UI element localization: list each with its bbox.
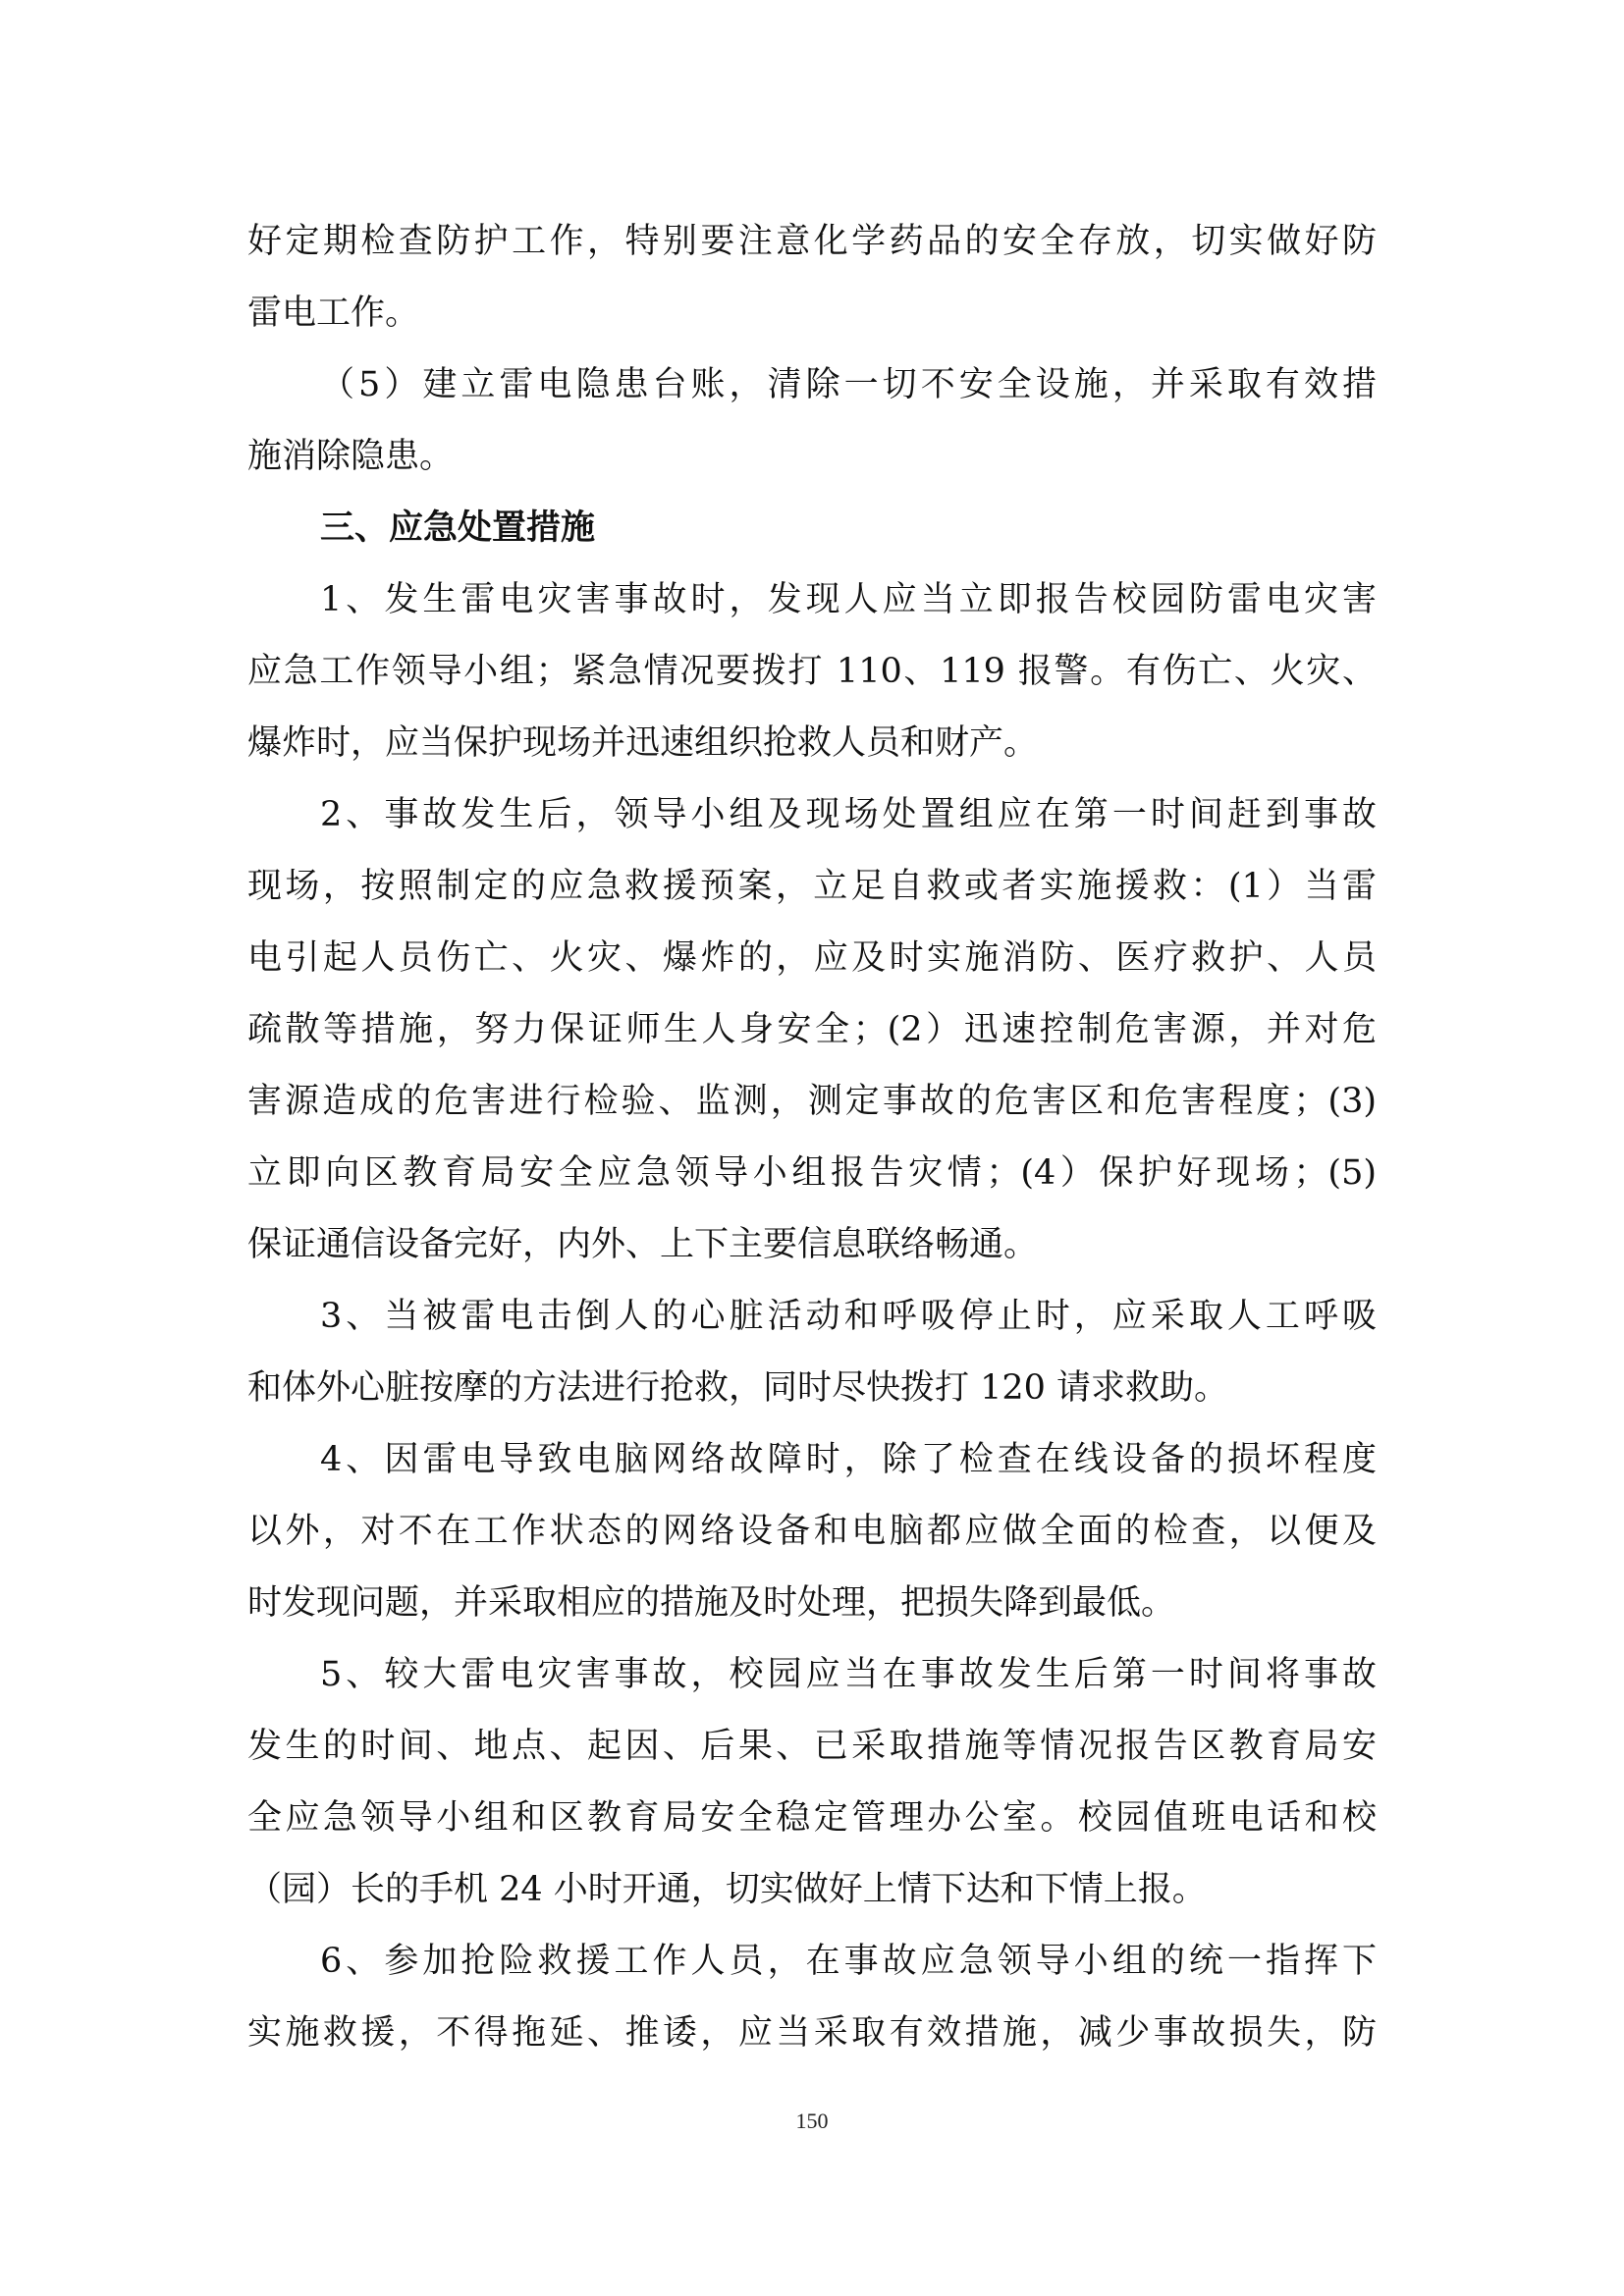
text-line: 6、参加抢险救援工作人员，在事故应急领导小组的统一指挥下: [320, 1942, 1377, 1981]
text-line: 疏散等措施，努力保证师生人身安全；(2）迅速控制危害源，并对危: [247, 1010, 1377, 1049]
text-line: 应急工作领导小组；紧急情况要拨打 110、119 报警。有伤亡、火灾、: [247, 652, 1377, 691]
text-line: 时发现问题，并采取相应的措施及时处理，把损失降到最低。: [247, 1583, 1176, 1623]
text-line: 2、事故发生后，领导小组及现场处置组应在第一时间赶到事故: [320, 795, 1377, 834]
text-line: 电引起人员伤亡、火灾、爆炸的，应及时实施消防、医疗救护、人员: [247, 938, 1377, 978]
document-body: [247, 206, 1377, 2069]
text-line: 发生的时间、地点、起因、后果、已采取措施等情况报告区教育局安: [247, 1727, 1377, 1766]
text-line: 5、较大雷电灾害事故，校园应当在事故发生后第一时间将事故: [320, 1655, 1377, 1694]
text-line: 保证通信设备完好，内外、上下主要信息联络畅通。: [247, 1225, 1039, 1264]
text-line: 雷电工作。: [247, 294, 420, 333]
text-line: 和体外心脏按摩的方法进行抢救，同时尽快拨打 120 请求救助。: [247, 1368, 1229, 1408]
text-line: （5）建立雷电隐患台账，清除一切不安全设施，并采取有效措: [320, 365, 1377, 404]
text-line: 3、当被雷电击倒人的心脏活动和呼吸停止时，应采取人工呼吸: [320, 1297, 1377, 1336]
text-line: 1、发生雷电灾害事故时，发现人应当立即报告校园防雷电灾害: [320, 580, 1377, 619]
section-heading: 三、应急处置措施: [320, 508, 596, 548]
text-line: 立即向区教育局安全应急领导小组报告灾情；(4）保护好现场；(5): [247, 1153, 1377, 1193]
text-line: （园）长的手机 24 小时开通，切实做好上情下达和下情上报。: [247, 1870, 1207, 1909]
text-line: 害源造成的危害进行检验、监测，测定事故的危害区和危害程度；(3): [247, 1082, 1377, 1121]
text-line: 好定期检查防护工作，特别要注意化学药品的安全存放，切实做好防: [247, 222, 1377, 261]
text-line: 全应急领导小组和区教育局安全稳定管理办公室。校园值班电话和校: [247, 1798, 1377, 1838]
text-line: 以外，对不在工作状态的网络设备和电脑都应做全面的检查，以便及: [247, 1512, 1377, 1551]
text-line: 爆炸时，应当保护现场并迅速组织抢救人员和财产。: [247, 723, 1039, 763]
text-line: 4、因雷电导致电脑网络故障时，除了检查在线设备的损坏程度: [320, 1440, 1377, 1479]
text-line: 实施救援，不得拖延、推诿，应当采取有效措施，减少事故损失，防: [247, 2013, 1377, 2053]
text-line: 现场，按照制定的应急救援预案，立足自救或者实施援救：(1）当雷: [247, 867, 1377, 906]
text-line: 施消除隐患。: [247, 437, 455, 476]
page-number: 150: [795, 2109, 829, 2133]
